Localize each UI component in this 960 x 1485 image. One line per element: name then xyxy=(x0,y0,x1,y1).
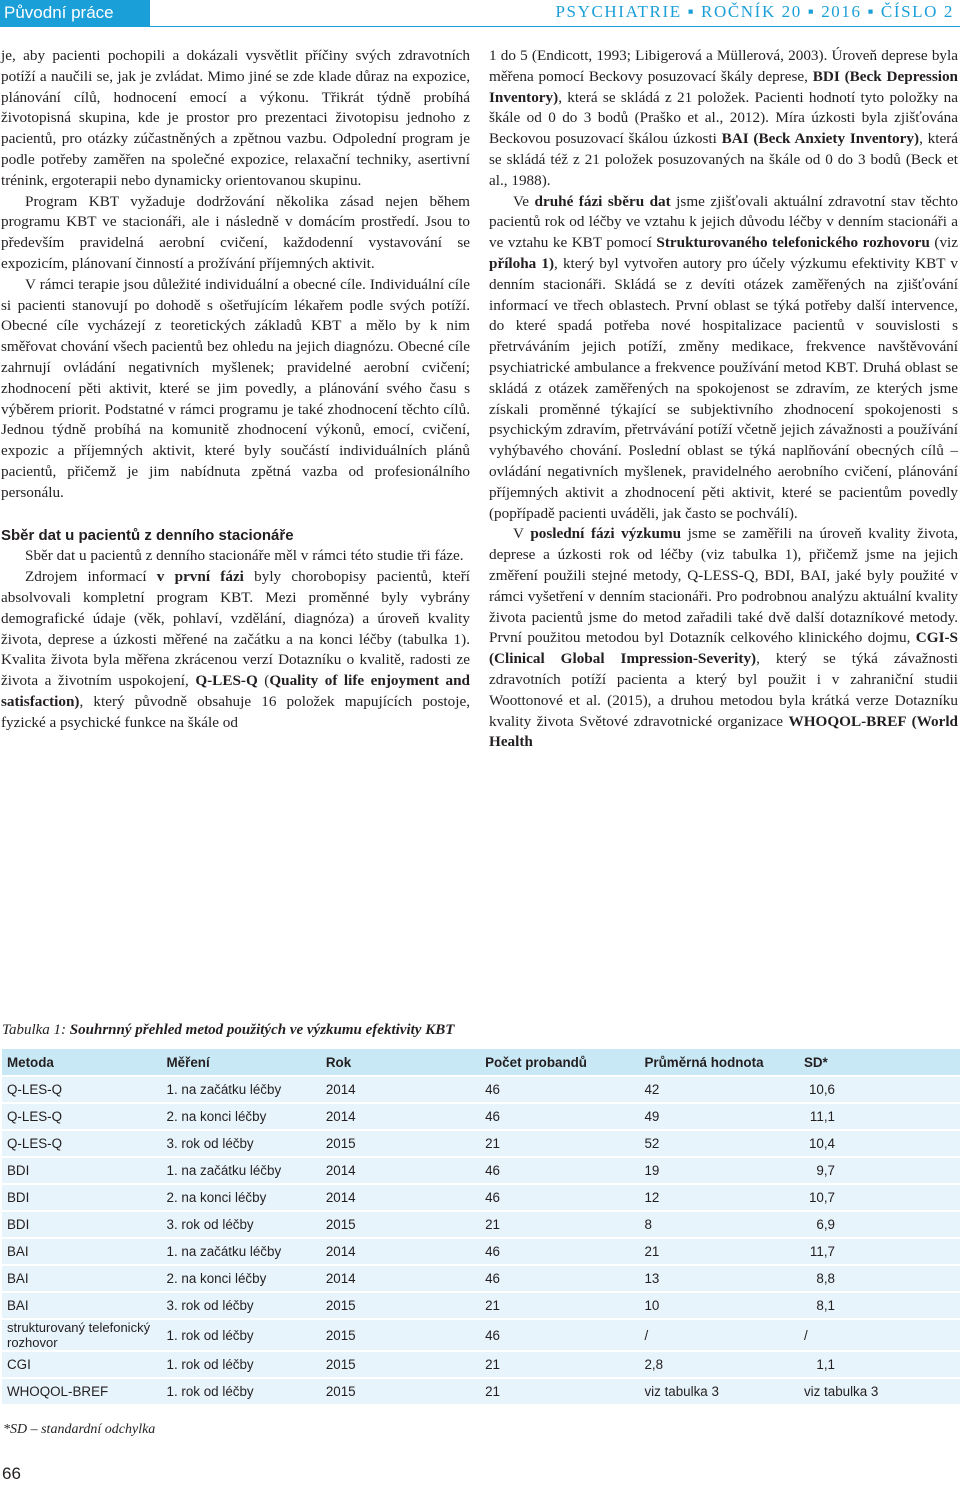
table-row xyxy=(2,1076,960,1103)
table-cell: 2014 xyxy=(321,1184,480,1211)
section-label: Původní práce xyxy=(0,0,150,27)
table-cell: 3. rok od léčby xyxy=(162,1292,321,1319)
column-header: Měření xyxy=(162,1049,321,1076)
table-cell: 2015 xyxy=(321,1292,480,1319)
table-cell: 10 xyxy=(639,1292,798,1319)
table-cell: viz tabulka 3 xyxy=(639,1378,798,1405)
table-cell: 49 xyxy=(639,1103,798,1130)
table-cell: 21 xyxy=(480,1211,639,1238)
table-header-row xyxy=(2,1049,960,1076)
table-cell: 3. rok od léčby xyxy=(162,1130,321,1157)
table-cell: 2015 xyxy=(321,1378,480,1405)
table-row xyxy=(2,1378,960,1405)
table-cell: 19 xyxy=(639,1157,798,1184)
table-cell: 46 xyxy=(480,1103,639,1130)
table-cell: 2. na konci léčby xyxy=(162,1184,321,1211)
table-cell: 42 xyxy=(639,1076,798,1103)
table-cell: 12 xyxy=(639,1184,798,1211)
table-cell: 11,7 xyxy=(799,1238,960,1265)
table-row xyxy=(2,1265,960,1292)
table-cell: 1. rok od léčby xyxy=(162,1351,321,1378)
table-row xyxy=(2,1238,960,1265)
table-row xyxy=(2,1103,960,1130)
table-row xyxy=(2,1157,960,1184)
table-cell: WHOQOL-BREF xyxy=(2,1378,162,1405)
table-cell: 10,4 xyxy=(799,1130,960,1157)
table-cell: 2014 xyxy=(321,1103,480,1130)
paragraph: Ve druhé fázi sběru dat jsme zjišťovali aktuální zdravotní stav těchto pacientů rok od léčby ve vztahu k jejich důvodu léčby v denním stacionáři a ve vztahu ke KBT pomocí Strukturovaného telefonického rozhovoru (viz příloha 1), který byl vytvořen autory pro účely výzkumu efektivity KBT v denním stacionáři. Skládá se z devíti otázek zaměřených na zjišťování informací ve třech oblastech. První oblast se týká potřeby další intervence, do které spadá potřeba nové hospitalizace pacientů v souvislosti s přetrváváním jejich potíží, změny medikace, frekvence navštěvování psychiatrické ambulance a frekvence používání metod KBT. Druhá oblast se skládá z otázek zaměřených na spokojenost se zdravím, ze kterých jsme získali proměnné týkající se subjektivního zhodnocení spokojenosti s psychickým zdravím, přetrvávání potíží včetně jejich závažnosti a používání vyhýbavého chování. Poslední oblast se týká naplňování obecných cílů – ovládání negativních myšlenek, pravidelného aerobního cvičení, plánování příjemných aktivit a zhodnocení pěti aktivit, které se pacientům povedly (popřípadě pacienti uváděli, jak často se pochválí). xyxy=(489,192,959,522)
table-cell: 1. rok od léčby xyxy=(162,1319,321,1351)
methods-table xyxy=(2,1049,960,1406)
table-cell: 8,8 xyxy=(799,1265,960,1292)
table-cell: Q-LES-Q xyxy=(2,1076,162,1103)
table-cell: 2. na konci léčby xyxy=(162,1103,321,1130)
table-cell: 2014 xyxy=(321,1157,480,1184)
page-header xyxy=(0,0,960,27)
page-number: 66 xyxy=(2,1464,21,1483)
header-rule xyxy=(150,26,960,27)
table-cell: 2015 xyxy=(321,1319,480,1351)
column-header: Rok xyxy=(321,1049,480,1076)
table-row xyxy=(2,1351,960,1378)
column-header: SD* xyxy=(799,1049,960,1076)
paragraph: Sběr dat u pacientů z denního stacionáře měl v rámci této studie tři fáze. xyxy=(25,547,464,565)
right-column xyxy=(489,46,958,753)
table-row xyxy=(2,1319,960,1351)
table-cell: BDI xyxy=(2,1211,162,1238)
table-cell: 46 xyxy=(480,1265,639,1292)
table-cell: 2014 xyxy=(321,1076,480,1103)
table-body xyxy=(2,1076,960,1405)
paragraph: Program KBT vyžaduje dodržování několika zásad nejen během programu KBT ve stacionáři, ale i následně v domácím prostředí. Jsou to především pravidelná aerobní cvičení, každodenní vystavování se expozicím, plánovaní činností a prožívání příjemných aktivit. xyxy=(1,192,470,272)
table-cell: 2015 xyxy=(321,1211,480,1238)
table-row xyxy=(2,1292,960,1319)
table-cell: viz tabulka 3 xyxy=(799,1378,960,1405)
section-heading: Sběr dat u pacientů z denního stacionáře xyxy=(1,526,294,544)
table-cell: 6,9 xyxy=(799,1211,960,1238)
left-column xyxy=(1,46,470,734)
table-cell: BAI xyxy=(2,1265,162,1292)
table-cell: BDI xyxy=(2,1157,162,1184)
table-cell: 2015 xyxy=(321,1351,480,1378)
table-cell: Q-LES-Q xyxy=(2,1130,162,1157)
table-cell: 46 xyxy=(480,1319,639,1351)
table-cell: 10,7 xyxy=(799,1184,960,1211)
table-cell: 46 xyxy=(480,1238,639,1265)
paragraph: V rámci terapie jsou důležité individuální a obecné cíle. Individuální cíle si pacienti stanovují po dohodě s ošetřujícím lékařem podle svých potíží. Obecné cíle vycházejí z teoretických základů KBT a mělo by k nim směřovat chování všech pacientů bez ohledu na jejich diagnózu. Obecné cíle zahrnují ovládání negativních myšlenek; pravidelné aerobní cvičení; zhodnocení pěti aktivit, které se jim povedly, a plánování svého času s výběrem priorit. Podstatné v rámci programu je také zhodnocení těchto cílů. Jednou týdně probíhá na komunitě zhodnocení výkonů, emocí, cvičení, expozic a příjemných aktivit, které byly součástí individuálních plánů pacientů, přičemž je jim nabídnuta zpětná vazba od profesionálního personálu. xyxy=(1,275,470,501)
table-cell: 21 xyxy=(639,1238,798,1265)
table-cell: 1,1 xyxy=(799,1351,960,1378)
table-cell: 46 xyxy=(480,1157,639,1184)
table-cell: 2,8 xyxy=(639,1351,798,1378)
table-cell: 2. na konci léčby xyxy=(162,1265,321,1292)
table-cell: 52 xyxy=(639,1130,798,1157)
table-cell: 1. na začátku léčby xyxy=(162,1076,321,1103)
column-header: Metoda xyxy=(2,1049,162,1076)
table-cell: 1. rok od léčby xyxy=(162,1378,321,1405)
paragraph: je, aby pacienti pochopili a dokázali vysvětlit příčiny svých zdravotních potíží a naučili se, jak je zvládat. Mimo jiné se zde klade důraz na expozice, plánování cílů, hodnocení emocí a výkonu. Třikrát týdně probíhá životopisná skupina, kde je prostor pro prezentaci životopisu jednoho z pacientů, pro otázky zúčastněných a zpětnou vazbu. Odpolední program je podle potřeby zaměřen na společné expozice, relaxační techniky, asertivní trénink, ergoterapii nebo dynamicky orientovanou skupinu. xyxy=(1,47,470,189)
table-cell: 8,1 xyxy=(799,1292,960,1319)
table-cell: 11,1 xyxy=(799,1103,960,1130)
table-cell: 46 xyxy=(480,1184,639,1211)
table-cell: / xyxy=(639,1319,798,1351)
paragraph: V poslední fázi výzkumu jsme se zaměřili na úroveň kvality života, deprese a úzkosti rok od léčby (viz tabulka 1), přičemž jsme na jejich změření použili stejné metody, Q-LESS-Q, BDI, BAI, jaké byly použité v rámci vyšetření v denním stacionáři. Pro podrobnou analýzu aktuální kvality života pacientů jsme do metod zařadili také dvě další dotazníkové metody. První použitou metodou byl Dotazník celkového klinického dojmu, CGI-S (Clinical Global Impression-Severity), který se týká závažnosti zdravotních potíží pacienta a který byl použit i v zahraniční studii Woottonové et al. (2015), a druhou metodou byla krátká verze Dotazníku kvality života Světové zdravotnické organizace WHOQOL-BREF (World Health xyxy=(489,525,959,751)
table-cell: 21 xyxy=(480,1130,639,1157)
table-cell: 1. na začátku léčby xyxy=(162,1238,321,1265)
table-row xyxy=(2,1130,960,1157)
table-cell: 8 xyxy=(639,1211,798,1238)
table-caption: Tabulka 1: Souhrnný přehled metod použitých ve výzkumu efektivity KBT xyxy=(2,1022,455,1038)
table-footnote: *SD – standardní odchylka xyxy=(3,1422,156,1437)
table-cell: 10,6 xyxy=(799,1076,960,1103)
table-row xyxy=(2,1211,960,1238)
table-cell: / xyxy=(799,1319,960,1351)
column-header: Počet probandů xyxy=(480,1049,639,1076)
table-row xyxy=(2,1184,960,1211)
table-cell: 9,7 xyxy=(799,1157,960,1184)
table-cell: BDI xyxy=(2,1184,162,1211)
table-cell: BAI xyxy=(2,1238,162,1265)
table-cell: 3. rok od léčby xyxy=(162,1211,321,1238)
table-cell: 46 xyxy=(480,1076,639,1103)
paragraph: 1 do 5 (Endicott, 1993; Libigerová a Müllerová, 2003). Úroveň deprese byla měřena pomocí Beckovy posuzovací škály deprese, BDI (Beck Depression Inventory), která se skládá z 21 položek. Pacienti hodnotí tyto položky na škále od 0 do 3 bodů (Praško et al., 2012). Míra úzkosti byla zjišťována Beckovou posuzovací škálou úzkosti BAI (Beck Anxiety Inventory), která se skládá též z 21 položek posuzovaných na škále od 0 do 3 bodů (Beck et al., 1988). xyxy=(489,47,959,189)
table-cell: CGI xyxy=(2,1351,162,1378)
column-header: Průměrná hodnota xyxy=(639,1049,798,1076)
table-cell: Q-LES-Q xyxy=(2,1103,162,1130)
table-cell: 2014 xyxy=(321,1265,480,1292)
table-cell: 13 xyxy=(639,1265,798,1292)
table-cell: strukturovaný telefonický rozhovor xyxy=(2,1319,162,1351)
table-cell: 21 xyxy=(480,1378,639,1405)
journal-info: PSYCHIATRIE ▪ ROČNÍK 20 ▪ 2016 ▪ ČÍSLO 2 xyxy=(555,2,954,21)
paragraph: Zdrojem informací v první fázi byly chorobopisy pacientů, kteří absolvovali kompletní program KBT. Mezi proměnné byly vybrány demografické údaje (věk, pohlaví, vzdělání, diagnóza) a úroveň kvality života, deprese a úzkosti měřené na začátku a na konci léčby (tabulka 1). Kvalita života byla měřena zkrácenou verzí Dotazníku o kvalitě, radosti ze života a životním uspokojení, Q-LES-Q (Quality of life enjoyment and satisfaction), který původně obsahuje 16 položek mapujících postoje, fyzické a psychické funkce na škále od xyxy=(1,568,470,731)
table-cell: 21 xyxy=(480,1351,639,1378)
table-cell: 2015 xyxy=(321,1130,480,1157)
table-cell: 21 xyxy=(480,1292,639,1319)
table-cell: 2014 xyxy=(321,1238,480,1265)
table-cell: 1. na začátku léčby xyxy=(162,1157,321,1184)
table-cell: BAI xyxy=(2,1292,162,1319)
